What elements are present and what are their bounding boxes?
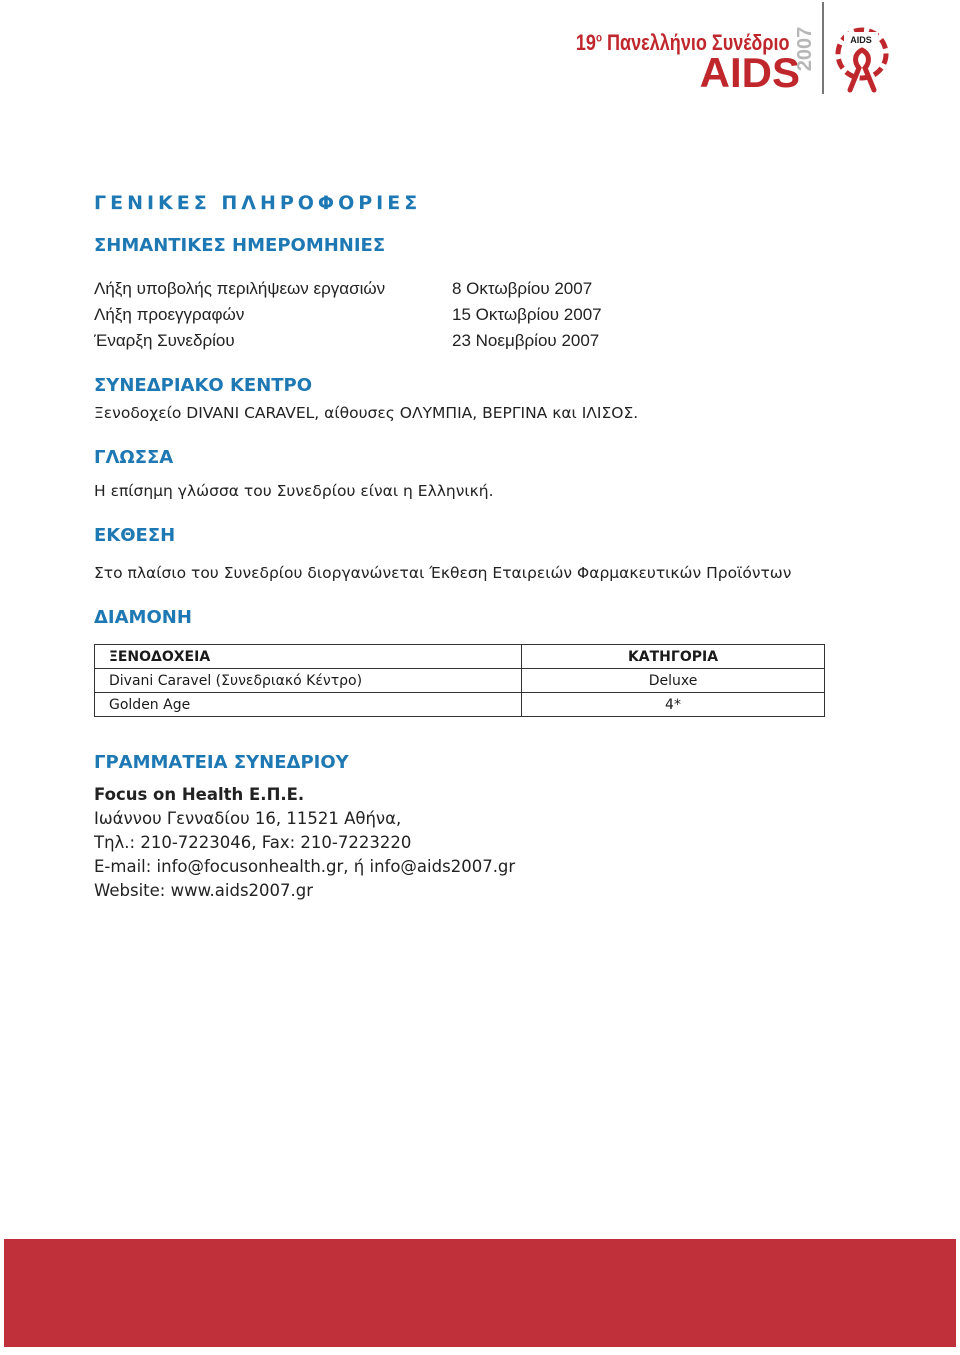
dates-list xyxy=(94,276,834,354)
conference-number: 19 xyxy=(576,30,597,55)
date-value: 8 Οκτωβρίου 2007 xyxy=(452,279,593,298)
secretariat-phone: Τηλ.: 210-7223046, Fax: 210-7223220 xyxy=(94,833,412,852)
category-column-header: ΚΑΤΗΓΟΡΙΑ xyxy=(522,645,825,669)
conference-year: 2007 xyxy=(794,26,816,72)
language-heading: ΓΛΩΣΣΑ xyxy=(94,447,174,468)
date-label: Λήξη υποβολής περιλήψεων εργασιών xyxy=(94,279,386,298)
hotel-column-header: ΞΕΝΟΔΟΧΕΙΑ xyxy=(95,645,522,669)
date-row xyxy=(94,302,834,328)
date-row xyxy=(94,328,834,354)
secretariat-address: Ιωάννου Γενναδίου 16, 11521 Αθήνα, xyxy=(94,809,402,828)
date-value: 15 Οκτωβρίου 2007 xyxy=(452,305,602,324)
table-row xyxy=(95,693,825,717)
date-row xyxy=(94,276,834,302)
hotel-name: Divani Caravel (Συνεδριακό Κέντρο) xyxy=(95,669,522,693)
content xyxy=(94,190,834,903)
secretariat-website[interactable]: Website: www.aids2007.gr xyxy=(94,881,314,900)
secretariat-email[interactable]: E-mail: info@focusonhealth.gr, ή info@aids2007.gr xyxy=(94,857,516,876)
table-row xyxy=(95,669,825,693)
page-title: ΓΕΝΙΚΕΣ ΠΛΗΡΟΦΟΡΙΕΣ xyxy=(94,192,422,214)
header-divider xyxy=(822,2,824,94)
hotel-category: Deluxe xyxy=(522,669,825,693)
date-value: 23 Νοεμβρίου 2007 xyxy=(452,331,600,350)
logo-text: AIDS xyxy=(850,35,872,45)
secretariat-org: Focus on Health Ε.Π.Ε. xyxy=(94,785,305,804)
accommodation-heading: ΔΙΑΜΟΝΗ xyxy=(94,607,192,628)
venue-text: Ξενοδοχείο DIVANI CARAVEL, αίθουσες ΟΛΥΜΠΙΑ, ΒΕΡΓΙΝΑ και ΙΛΙΣΟΣ. xyxy=(94,404,639,422)
date-label: Έναρξη Συνεδρίου xyxy=(94,331,235,350)
hotels-table xyxy=(94,644,825,717)
conference-aids-wordmark: AIDS xyxy=(699,49,800,96)
date-label: Λήξη προεγγραφών xyxy=(94,305,245,324)
table-header-row xyxy=(95,645,825,669)
exhibition-text: Στο πλαίσιο του Συνεδρίου διοργανώνεται Έκθεση Εταιρειών Φαρμακευτικών Προϊόντων xyxy=(94,564,792,582)
conference-ordinal: ο xyxy=(596,30,603,45)
hotel-category: 4* xyxy=(522,693,825,717)
aids-ribbon-logo-icon xyxy=(832,24,892,96)
conference-title-text: Πανελλήνιο Συνέδριο xyxy=(607,30,790,55)
hotel-name: Golden Age xyxy=(95,693,522,717)
secretariat-contact xyxy=(94,783,834,903)
venue-heading: ΣΥΝΕΔΡΙΑΚΟ ΚΕΝΤΡΟ xyxy=(94,375,313,396)
exhibition-heading: ΕΚΘΕΣΗ xyxy=(94,525,176,546)
dates-heading: ΣΗΜΑΝΤΙΚΕΣ ΗΜΕΡΟΜΗΝΙΕΣ xyxy=(94,235,386,256)
secretariat-heading: ΓΡΑΜΜΑΤΕΙΑ ΣΥΝΕΔΡΙΟΥ xyxy=(94,752,349,773)
header xyxy=(0,0,960,110)
footer-bar xyxy=(4,1239,956,1347)
language-text: Η επίσημη γλώσσα του Συνεδρίου είναι η Ελληνική. xyxy=(94,482,494,500)
